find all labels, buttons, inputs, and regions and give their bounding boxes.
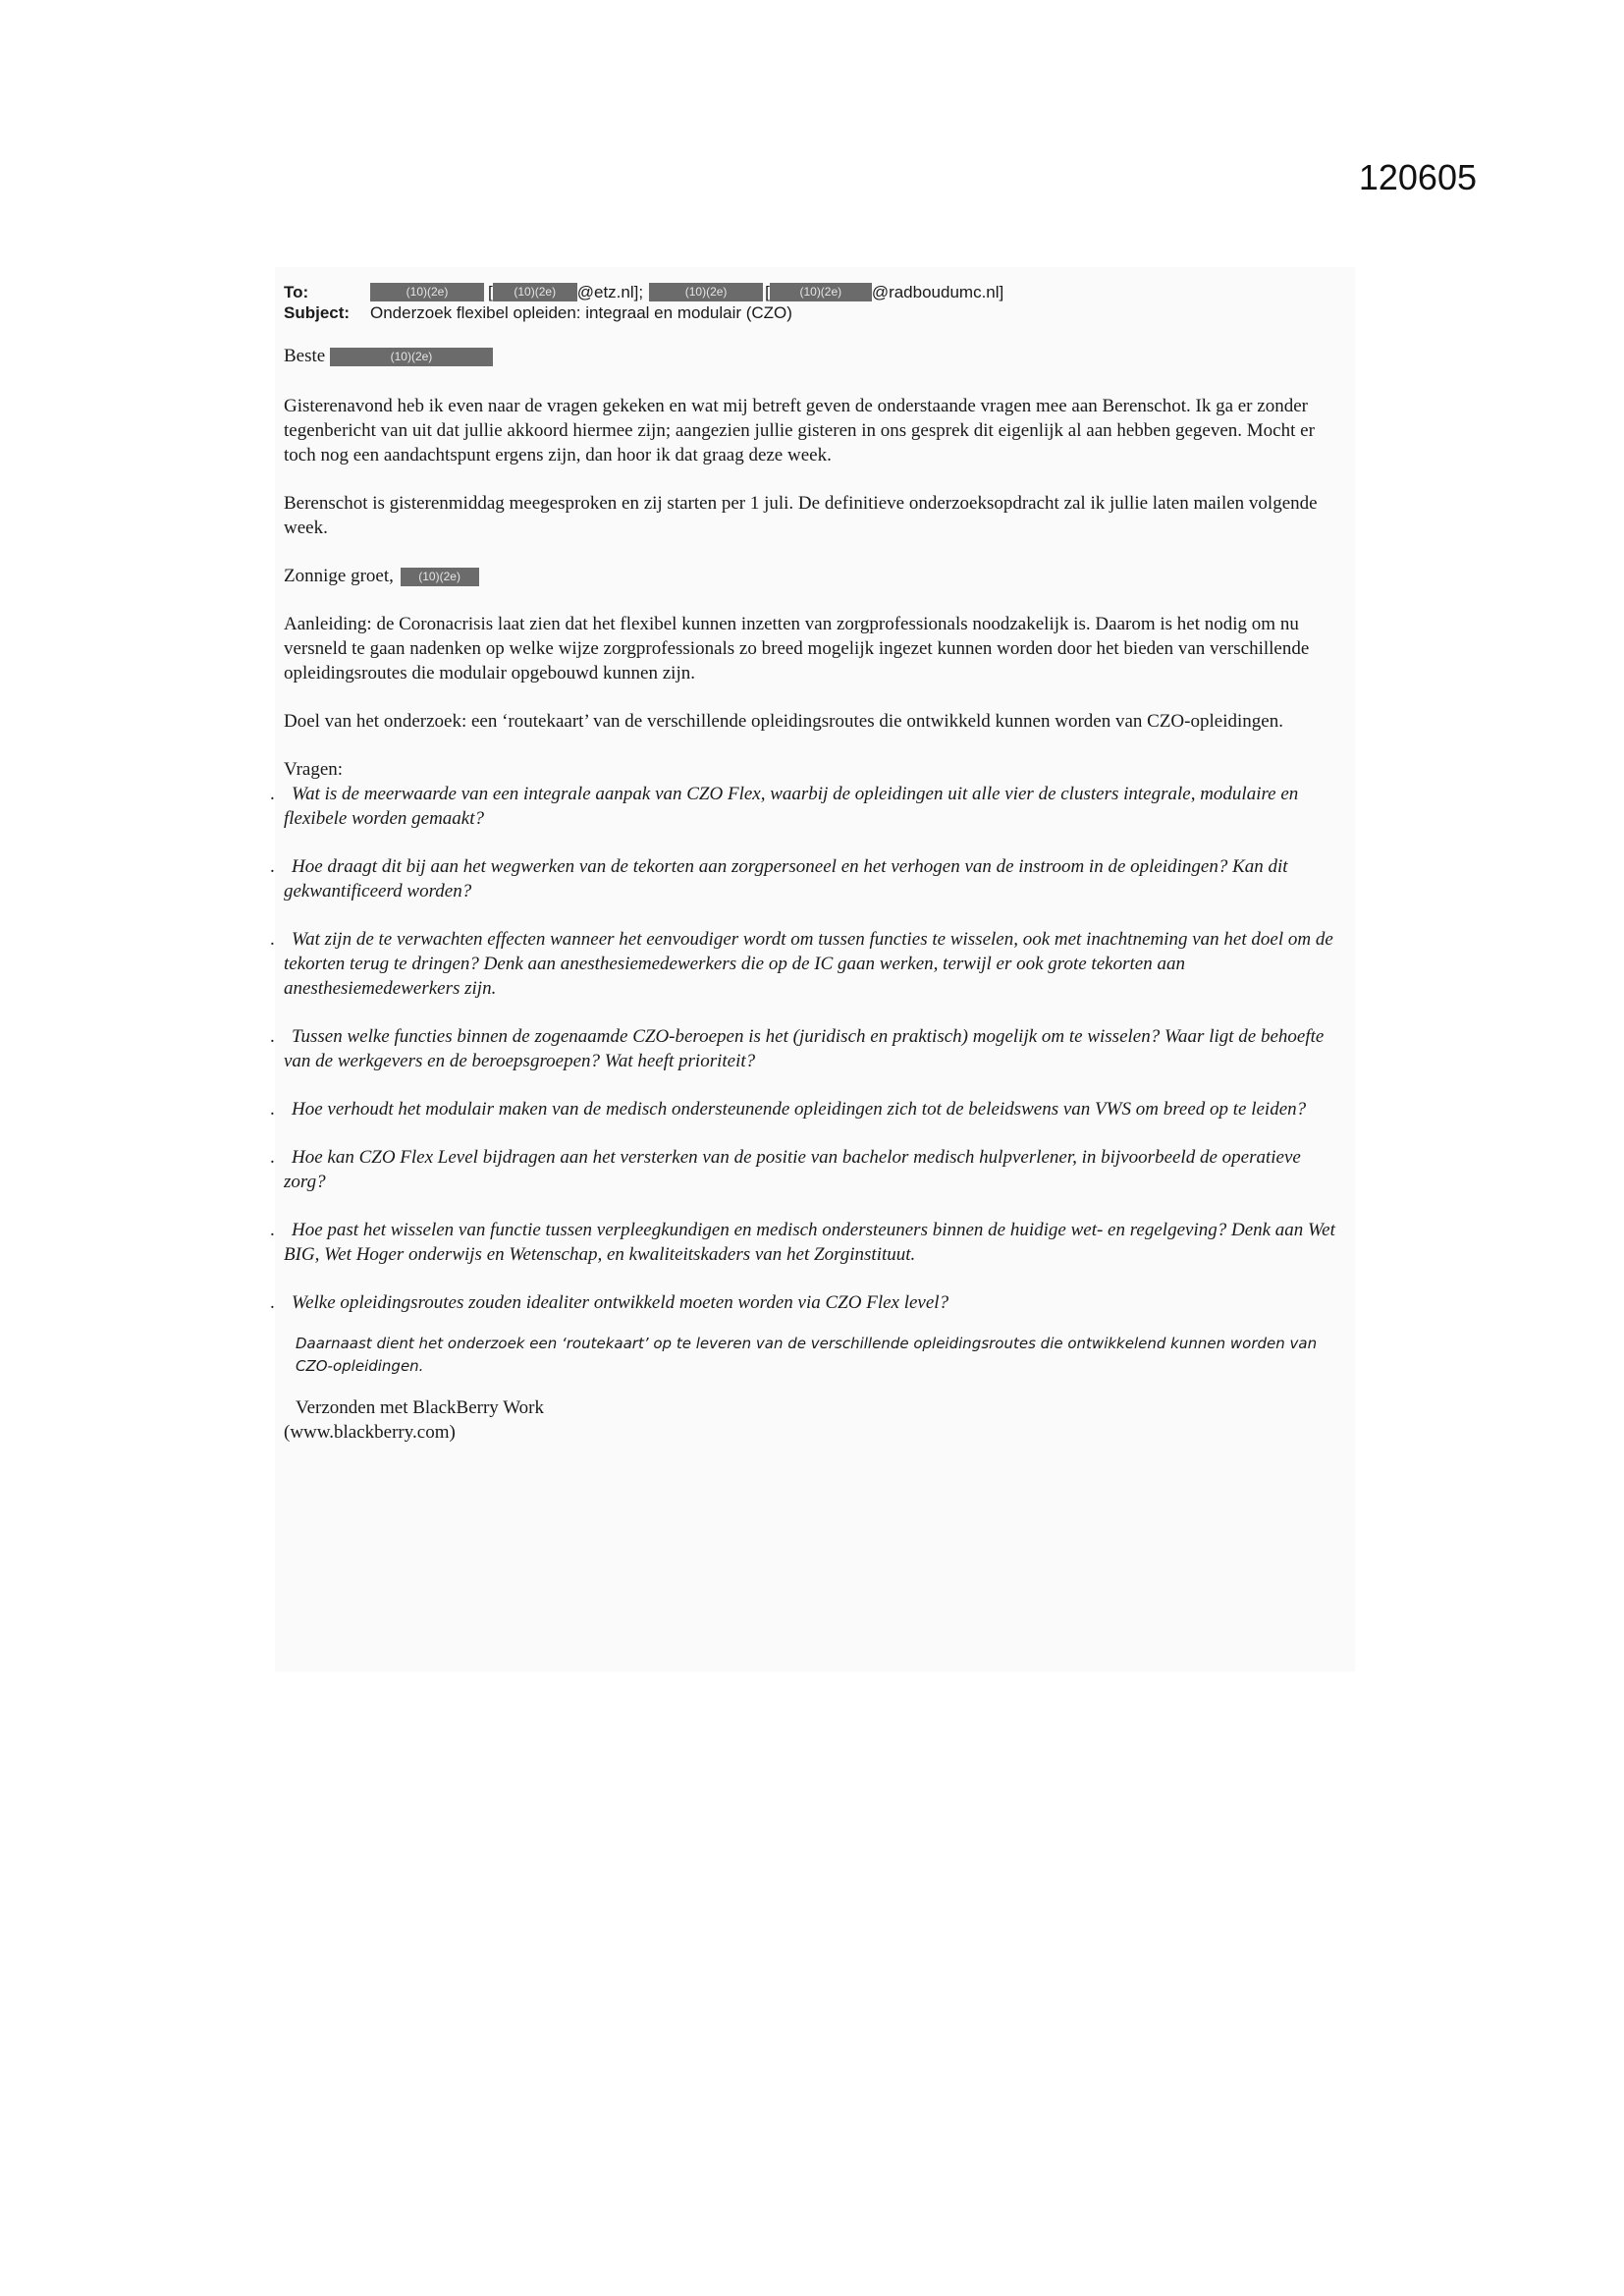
email-body bbox=[270, 344, 1344, 1445]
paragraph-doel: Doel van het onderzoek: een ‘routekaart’ van de verschillende opleidingsroutes die ontwikkeld kunnen worden van CZO-opleidingen. bbox=[284, 711, 1283, 732]
question-item bbox=[270, 1290, 1344, 1315]
question-marker: . bbox=[270, 1099, 275, 1120]
greeting-line bbox=[284, 344, 1344, 368]
question-text: Hoe verhoudt het modulair maken van de medisch ondersteunende opleidingen zich tot de beleidswens van VWS om breed op te leiden? bbox=[292, 1099, 1307, 1120]
closing-note: Daarnaast dient het onderzoek een ‘routekaart’ op te leveren van de verschillende opleidingsroutes die ontwikkelend kunnen worden van CZO-opleidingen. bbox=[296, 1335, 1318, 1375]
paragraph-aanleiding: Aanleiding: de Coronacrisis laat zien dat het flexibel kunnen inzetten van zorgprofessionals noodzakelijk is. Daarom is het nodig om nu versneld te gaan nadenken op welke wijze zorgprofessionals zo breed mogelijk ingezet kunnen worden door het bieden van verschillende opleidingsroutes die modulair opgebouwd kunnen zijn. bbox=[284, 614, 1310, 683]
questions-title: Vragen: bbox=[284, 759, 344, 780]
email-signature bbox=[284, 1395, 1344, 1445]
question-item bbox=[270, 1024, 1344, 1073]
question-item bbox=[270, 854, 1344, 903]
subject-row bbox=[284, 302, 1003, 323]
question-item bbox=[270, 782, 1344, 831]
bracket-open: [ bbox=[488, 283, 493, 301]
question-marker: . bbox=[270, 929, 275, 950]
signature-line-2: (www.blackberry.com) bbox=[284, 1422, 456, 1443]
bracket-open: [ bbox=[765, 283, 770, 301]
sign-off-line bbox=[284, 564, 1344, 588]
subject-text: Onderzoek flexibel opleiden: integraal en modulair (CZO) bbox=[370, 303, 792, 322]
subject-label: Subject: bbox=[284, 303, 351, 322]
email-header bbox=[284, 282, 1003, 323]
question-text: Hoe draagt dit bij aan het wegwerken van de tekorten aan zorgpersoneel en het verhogen van de instroom in de opleidingen? Kan dit gekwantificeerd worden? bbox=[284, 856, 1288, 902]
question-item bbox=[270, 1145, 1344, 1194]
page-number: 120605 bbox=[1358, 157, 1477, 197]
question-text: Welke opleidingsroutes zouden idealiter ontwikkeld moeten worden via CZO Flex level? bbox=[292, 1292, 949, 1313]
paragraph-intro: Gisterenavond heb ik even naar de vragen gekeken en wat mij betreft geven de onderstaande vragen mee aan Berenschot. Ik ga er zonder tegenbericht van uit dat jullie akkoord hiermee zijn; aangezien jullie gisteren in ons gesprek dit eigenlijk al aan hebben gegeven. Mocht er toch nog een aandachtspunt ergens zijn, dan hoor ik dat graag deze week. bbox=[284, 396, 1315, 465]
sign-off-text: Zonnige groet, bbox=[284, 566, 394, 586]
redaction-box: (10)(2e) bbox=[770, 283, 872, 301]
question-marker: . bbox=[270, 1220, 275, 1240]
to-row bbox=[284, 282, 1003, 302]
redaction-box: (10)(2e) bbox=[370, 283, 484, 301]
redaction-box: (10)(2e) bbox=[649, 283, 763, 301]
question-marker: . bbox=[270, 1292, 275, 1313]
to-domain-etz: @etz.nl]; bbox=[576, 283, 644, 301]
question-text: Wat zijn de te verwachten effecten wanneer het eenvoudiger wordt om tussen functies te wisselen, ook met inachtneming van het doel om de tekorten terug te dringen? Denk aan anesthesiemedewerkers die op de IC gaan werken, terwijl er ook grote tekorten aan anesthesiemedewerkers zijn. bbox=[284, 929, 1333, 999]
signature-line-1: Verzonden met BlackBerry Work bbox=[296, 1397, 544, 1418]
question-marker: . bbox=[270, 856, 275, 877]
question-marker: . bbox=[270, 784, 275, 804]
redaction-box: (10)(2e) bbox=[330, 348, 493, 366]
question-text: Hoe past het wisselen van functie tussen verpleegkundigen en medisch ondersteuners binnen de huidige wet- en regelgeving? Denk aan Wet BIG, Wet Hoger onderwijs en Wetenschap, en kwaliteitskaders van het Zorginstituut. bbox=[284, 1220, 1335, 1265]
question-text: Tussen welke functies binnen de zogenaamde CZO-beroepen is het (juridisch en praktisch) mogelijk om te wisselen? Waar ligt de behoefte van de werkgevers en de beroepsgroepen? Wat heeft prioriteit? bbox=[284, 1026, 1325, 1071]
paragraph-berenschot: Berenschot is gisterenmiddag meegesproken en zij starten per 1 juli. De definitieve onderzoeksopdracht zal ik jullie laten mailen volgende week. bbox=[284, 493, 1318, 538]
question-item bbox=[270, 927, 1344, 1001]
greeting-text: Beste bbox=[284, 346, 326, 366]
question-marker: . bbox=[270, 1026, 275, 1047]
question-marker: . bbox=[270, 1147, 275, 1168]
question-text: Wat is de meerwaarde van een integrale aanpak van CZO Flex, waarbij de opleidingen uit alle vier de clusters integrale, modulaire en flexibele worden gemaakt? bbox=[284, 784, 1299, 829]
to-label: To: bbox=[284, 283, 309, 301]
to-domain-radboud: @radboudumc.nl] bbox=[871, 283, 1004, 301]
redaction-box: (10)(2e) bbox=[401, 568, 479, 586]
question-item bbox=[270, 1097, 1344, 1121]
redaction-box: (10)(2e) bbox=[493, 283, 577, 301]
question-text: Hoe kan CZO Flex Level bijdragen aan het versterken van de positie van bachelor medisch hulpverlener, in bijvoorbeeld de operatieve zorg? bbox=[284, 1147, 1301, 1192]
question-item bbox=[270, 1218, 1344, 1267]
questions-list bbox=[270, 782, 1344, 1315]
